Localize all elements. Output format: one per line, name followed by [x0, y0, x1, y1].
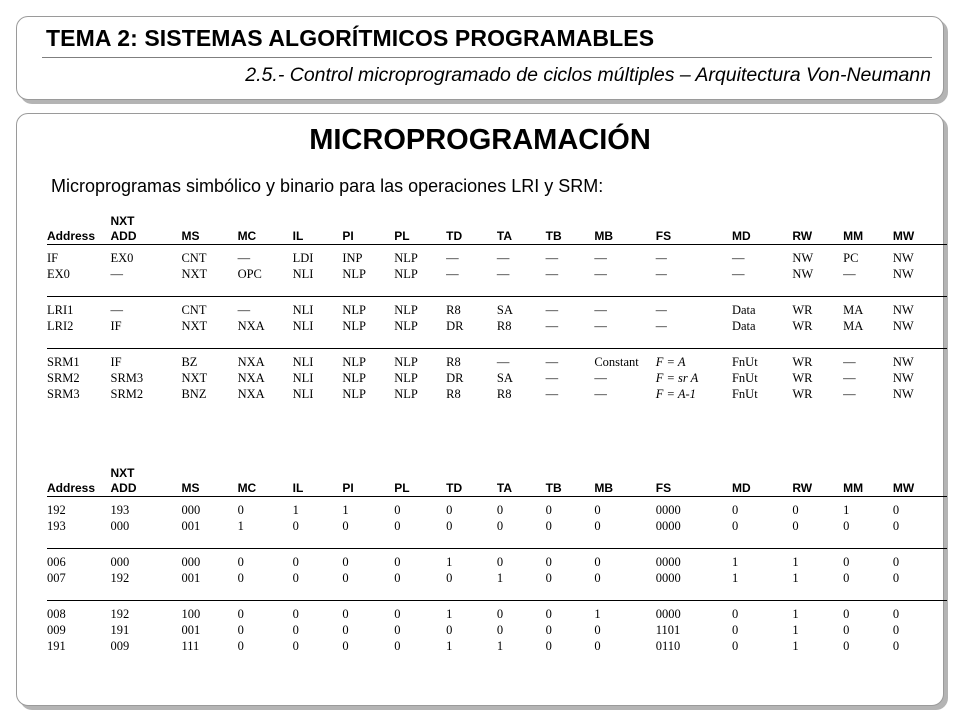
table-cell: 0 0 [843, 555, 850, 585]
table-cell: 0 0 [446, 503, 453, 533]
table-cell: — — — [545, 355, 559, 401]
table-cell: 0 0 [594, 555, 601, 585]
table-cell: 0 0 0 [892, 607, 900, 653]
table-cell: — — [594, 303, 607, 333]
table-cell: 0000 0000 [655, 503, 681, 533]
table-cell: BZ NXT BNZ [181, 355, 208, 401]
table-cell: CNT NXT [181, 251, 208, 281]
table-cell: NW NW [792, 251, 814, 281]
table-row-group [47, 497, 947, 549]
table-cell: 0 0 0 [843, 607, 850, 653]
table-cell: NLI NLI NLI [292, 355, 314, 401]
table-cell: — — [655, 303, 667, 333]
table-cell: 0 0 0 [237, 607, 244, 653]
content-panel [16, 113, 944, 706]
column-header: MW [892, 481, 915, 495]
table-cell: 1 0 [446, 555, 453, 585]
table-cell: — NXA [237, 303, 265, 333]
table-cell: NLP NLP [394, 251, 418, 281]
table-cell: — — [594, 251, 607, 281]
table-cell: R8 DR R8 [446, 355, 464, 401]
table-cell: 0 0 0 [342, 607, 349, 653]
table-cell: 1 0 [342, 503, 349, 533]
topic-title: TEMA 2: SISTEMAS ALGORÍTMICOS PROGRAMABLES [46, 25, 655, 51]
column-header: FS [655, 481, 672, 495]
table-cell: 0 1 [237, 503, 244, 533]
table-cell: NLP NLP [342, 303, 366, 333]
table-cell: 0 0 [594, 503, 601, 533]
table-row-group [47, 601, 947, 663]
table-header-row [47, 208, 947, 245]
table-cell: 0000 0000 [655, 555, 681, 585]
column-header: MW [892, 229, 915, 243]
table-cell: — — — [843, 355, 856, 401]
table-cell: 0 0 [545, 555, 552, 585]
table-cell: — — [446, 251, 459, 281]
table-cell: 000 192 [110, 555, 130, 585]
column-header: FS [655, 229, 672, 243]
table-cell: IF EX0 [47, 251, 70, 281]
table-cell: 1 0 [292, 503, 299, 533]
table-cell: NXA NXA NXA [237, 355, 265, 401]
table-cell: Data Data [731, 303, 756, 333]
column-header: PI [342, 481, 354, 495]
table-cell: NLP NLP NLP [342, 355, 366, 401]
column-header: MD [731, 481, 751, 495]
column-header: TB [545, 481, 562, 495]
table-cell: NW NW [892, 303, 914, 333]
table-cell: 000 001 [181, 503, 201, 533]
table-cell: R8 DR [446, 303, 464, 333]
column-header: TD [446, 229, 463, 243]
symbolic-microprogram-table [47, 208, 947, 411]
table-cell: 0000 1101 0110 [655, 607, 681, 653]
column-header: NXT ADD [110, 466, 137, 495]
table-cell: SA R8 [496, 303, 513, 333]
table-cell: INP NLP [342, 251, 366, 281]
page-subtitle: Microprogramas simbólico y binario para las operaciones LRI y SRM: [51, 176, 604, 196]
table-cell: 1 0 [843, 503, 850, 533]
column-header: Address [47, 481, 96, 495]
page-title: MICROPROGRAMACIÓN [309, 124, 651, 156]
table-cell: 100 001 111 [181, 607, 201, 653]
table-cell: NLP NLP [394, 303, 418, 333]
column-header: MM [843, 229, 864, 243]
column-header: Address [47, 229, 96, 243]
table-cell: EX0 — [110, 251, 134, 281]
column-header: TB [545, 229, 562, 243]
table-cell: LDI NLI [292, 251, 314, 281]
table-row-group [47, 245, 947, 297]
table-cell: 0 1 [496, 555, 504, 585]
table-cell: 0 0 [237, 555, 244, 585]
table-cell: — — [731, 251, 745, 281]
column-header: MS [181, 481, 200, 495]
column-header: PL [394, 229, 410, 243]
column-header: IL [292, 229, 304, 243]
column-header: NXT ADD [110, 214, 137, 243]
table-row-group [47, 549, 947, 601]
table-cell: Constant — — [594, 355, 639, 401]
column-header: RW [792, 481, 813, 495]
table-cell: 0 0 [892, 555, 900, 585]
table-cell: 1 0 1 [446, 607, 453, 653]
column-header: MC [237, 481, 257, 495]
table-row-group [47, 297, 947, 349]
table-cell: 192 191 009 [110, 607, 130, 653]
column-header: IL [292, 481, 304, 495]
topic-subtitle: 2.5.- Control microprogramado de ciclos múltiples – Arquitectura Von-Neumann [245, 64, 931, 86]
table-cell: 0 0 [731, 503, 739, 533]
table-cell: 1 1 [792, 555, 799, 585]
table-cell: CNT NXT [181, 303, 208, 333]
binary-microprogram-table [47, 460, 947, 663]
column-header: RW [792, 229, 813, 243]
table-cell: NLP NLP NLP [394, 355, 418, 401]
table-cell: NW NW NW [892, 355, 914, 401]
table-cell: 0 0 0 [731, 607, 739, 653]
column-header: PL [394, 481, 410, 495]
column-header: PI [342, 229, 354, 243]
table-cell: IF SRM3 SRM2 [110, 355, 144, 401]
table-cell: 0 0 [496, 503, 504, 533]
table-cell: 0 0 [792, 503, 799, 533]
table-row-group [47, 349, 947, 411]
column-header: MS [181, 229, 200, 243]
table-cell: 0 0 0 [292, 607, 299, 653]
column-header: MD [731, 229, 751, 243]
table-cell: PC — [843, 251, 859, 281]
table-cell: — OPC [237, 251, 262, 281]
table-cell: 000 001 [181, 555, 201, 585]
table-cell: 0 0 [394, 503, 401, 533]
table-cell: F = A F = sr A F = A-1 [655, 355, 699, 401]
table-cell: — — [655, 251, 667, 281]
header-divider [42, 57, 932, 58]
table-cell: NW NW [892, 251, 914, 281]
table-cell: 192 193 [47, 503, 66, 533]
table-cell: — IF [110, 303, 124, 333]
table-cell: WR WR WR [792, 355, 813, 401]
table-cell: 0 0 [545, 503, 552, 533]
table-cell: 0 0 0 [545, 607, 552, 653]
table-cell: SRM1 SRM2 SRM3 [47, 355, 80, 401]
table-cell: 0 0 [292, 555, 299, 585]
table-cell: 0 0 [394, 555, 401, 585]
table-cell: WR WR [792, 303, 813, 333]
column-header: MB [594, 229, 613, 243]
table-cell: FnUt FnUt FnUt [731, 355, 758, 401]
topic-header-panel [16, 16, 944, 100]
table-cell: MA MA [843, 303, 864, 333]
table-cell: 006 007 [47, 555, 66, 585]
column-header: MM [843, 481, 864, 495]
column-header: TD [446, 481, 463, 495]
table-cell: 008 009 191 [47, 607, 66, 653]
table-cell: 0 0 [892, 503, 900, 533]
table-cell: 1 1 [731, 555, 739, 585]
table-cell: NLI NLI [292, 303, 314, 333]
table-cell: 1 1 1 [792, 607, 799, 653]
column-header: MB [594, 481, 613, 495]
table-cell: — SA R8 [496, 355, 513, 401]
table-cell: — — [496, 251, 510, 281]
column-header: TA [496, 229, 513, 243]
table-cell: 193 000 [110, 503, 130, 533]
table-cell: LRI1 LRI2 [47, 303, 74, 333]
column-header: MC [237, 229, 257, 243]
column-header: TA [496, 481, 513, 495]
table-cell: 0 0 0 [394, 607, 401, 653]
table-cell: 0 0 [342, 555, 349, 585]
table-cell: — — [545, 251, 559, 281]
table-cell: 0 0 1 [496, 607, 504, 653]
table-cell: — — [545, 303, 559, 333]
table-cell: 1 0 0 [594, 607, 601, 653]
table-header-row [47, 460, 947, 497]
